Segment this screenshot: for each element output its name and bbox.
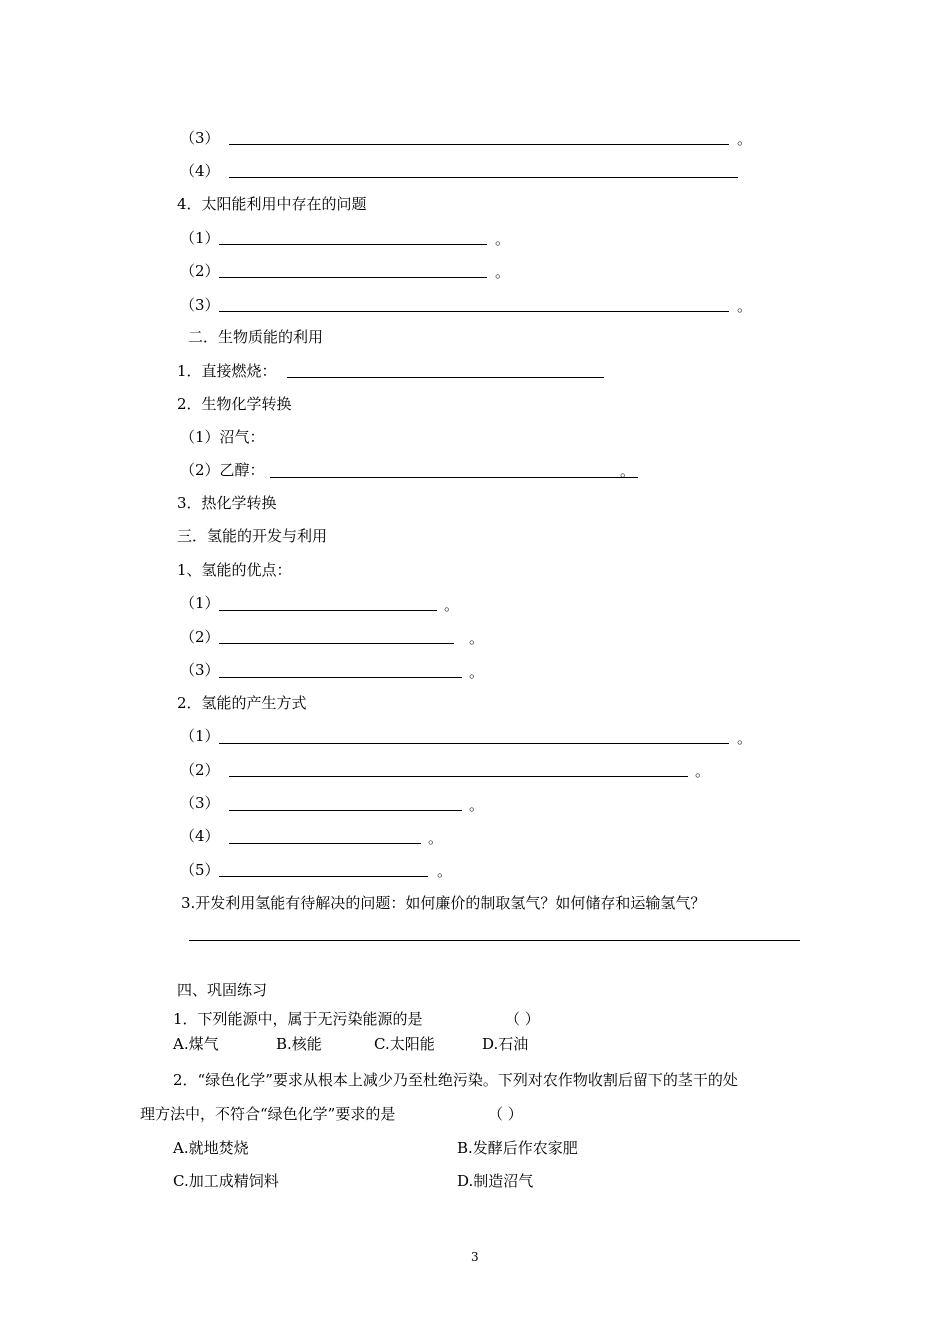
section-heading: 四、巩固练习: [177, 981, 268, 999]
section-heading: 4．太阳能利用中存在的问题: [177, 195, 367, 213]
item-label: （4）: [180, 162, 220, 180]
item-label: （1）: [180, 229, 220, 247]
answer-blank[interactable]: [219, 677, 462, 678]
answer-blank[interactable]: [229, 144, 729, 145]
answer-blank[interactable]: [287, 377, 604, 378]
question-stem: 1．下列能源中，属于无污染能源的是: [173, 1010, 423, 1028]
subsection-heading: 1、氢能的优点：: [177, 561, 292, 579]
subsection-heading: 2．氢能的产生方式: [177, 694, 307, 712]
section-heading: 二．生物质能的利用: [188, 328, 324, 346]
item-end: 。: [495, 230, 511, 248]
item-end: 。: [444, 596, 460, 614]
item-end: 。: [737, 729, 753, 747]
question-stem: 2．“绿色化学”要求从根本上减少乃至杜绝污染。下列对农作物收割后留下的茎干的处: [173, 1071, 738, 1089]
item-label: （4）: [180, 827, 220, 845]
answer-blank[interactable]: [270, 477, 638, 478]
answer-blank[interactable]: [219, 311, 729, 312]
item-label: （1）: [180, 727, 220, 745]
answer-blank[interactable]: [229, 810, 462, 811]
answer-blank[interactable]: [219, 643, 454, 644]
item-label: （3）: [180, 129, 220, 147]
item-label: （2）: [180, 761, 220, 779]
item-label: （3）: [180, 661, 220, 679]
option-c[interactable]: C.加工成精饲料: [173, 1172, 279, 1190]
answer-blank[interactable]: [189, 940, 800, 941]
item-end: 。: [428, 829, 444, 847]
answer-blank[interactable]: [229, 843, 421, 844]
item-end: 。: [695, 762, 711, 780]
item-label: （2）: [180, 628, 220, 646]
item-label: 2．生物化学转换: [177, 395, 292, 413]
option-d[interactable]: D.石油: [482, 1035, 529, 1053]
answer-blank[interactable]: [229, 177, 738, 178]
item-label: （1）: [180, 594, 220, 612]
item-label: 3．热化学转换: [177, 494, 277, 512]
answer-blank[interactable]: [219, 610, 437, 611]
item-end: 。: [437, 862, 453, 880]
item-end: 。: [469, 796, 485, 814]
item-label: （1）沼气：: [180, 428, 265, 446]
section-heading: 三．氢能的开发与利用: [177, 527, 328, 545]
option-b[interactable]: B.核能: [276, 1035, 322, 1053]
item-label: 1．直接燃烧：: [177, 362, 277, 380]
option-a[interactable]: A.就地焚烧: [173, 1139, 249, 1157]
item-end: 。: [737, 297, 753, 315]
item-label: （5）: [180, 861, 220, 879]
page-number: 3: [471, 1250, 479, 1264]
answer-blank[interactable]: [219, 277, 487, 278]
item-end: 。: [469, 629, 485, 647]
answer-paren[interactable]: （ ）: [488, 1105, 523, 1123]
item-end: 。: [737, 130, 753, 148]
item-label: （3）: [180, 296, 220, 314]
answer-blank[interactable]: [219, 743, 729, 744]
item-label: （2）: [180, 262, 220, 280]
answer-blank[interactable]: [219, 876, 428, 877]
item-end: 。: [620, 462, 636, 480]
option-b[interactable]: B.发酵后作农家肥: [457, 1139, 578, 1157]
answer-blank[interactable]: [229, 776, 688, 777]
option-d[interactable]: D.制造沼气: [457, 1172, 534, 1190]
option-c[interactable]: C.太阳能: [374, 1035, 435, 1053]
question-stem: 理方法中，不符合“绿色化学”要求的是: [140, 1105, 396, 1123]
item-label: （2）乙醇：: [180, 461, 265, 479]
answer-blank[interactable]: [219, 244, 487, 245]
answer-paren[interactable]: （ ）: [505, 1010, 540, 1028]
item-end: 。: [495, 263, 511, 281]
item-end: 。: [469, 663, 485, 681]
question-text: 3.开发利用氢能有待解决的问题：如何廉价的制取氢气？如何储存和运输氢气？: [181, 894, 706, 912]
option-a[interactable]: A.煤气: [173, 1035, 219, 1053]
item-label: （3）: [180, 794, 220, 812]
